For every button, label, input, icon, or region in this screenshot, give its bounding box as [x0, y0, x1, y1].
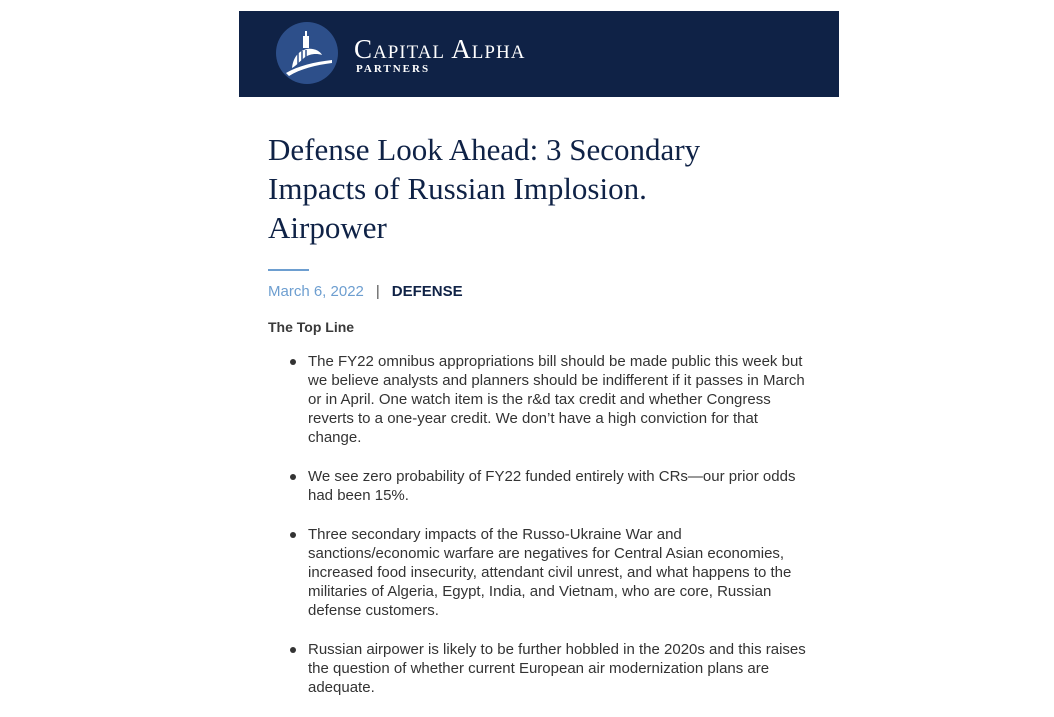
article-date: March 6, 2022: [268, 283, 364, 300]
title-accent-divider: [268, 269, 309, 271]
article-title: Defense Look Ahead: 3 Secondary Impacts of Russian Implosion. Airpower: [268, 132, 701, 245]
brand-subtitle: PARTNERS: [356, 63, 431, 75]
section-heading: The Top Line: [268, 319, 355, 335]
brand-name: Capital Alpha: [354, 34, 526, 64]
bullet-item: We see zero probability of FY22 funded entirely with CRs—our prior odds had been 15%.: [308, 467, 808, 505]
meta-separator: |: [375, 283, 380, 300]
bullet-item: Three secondary impacts of the Russo-Ukraine War and sanctions/economic warfare are negatives for Central Asian economies, increased food insecurity, attendant civil unrest, and what happens to the militaries of Algeria, Egypt, India, and Vietnam, who are core, Russian defense customers.: [308, 525, 808, 620]
article-meta: [268, 283, 463, 301]
capitol-dome-logo-icon: [276, 22, 338, 84]
bullet-item: The FY22 omnibus appropriations bill should be made public this week but we believe analysts and planners should be indifferent if it passes in March or in April. One watch item is the r&d tax credit and whether Congress reverts to a one-year credit. We don’t have a high conviction for that change.: [308, 352, 808, 447]
bullet-item: Russian airpower is likely to be further hobbled in the 2020s and this raises the question of whether current European air modernization plans are adequate.: [308, 640, 808, 697]
article-category[interactable]: DEFENSE: [391, 283, 463, 300]
brand-header: [239, 11, 839, 97]
top-line-bullet-list: [308, 352, 808, 717]
